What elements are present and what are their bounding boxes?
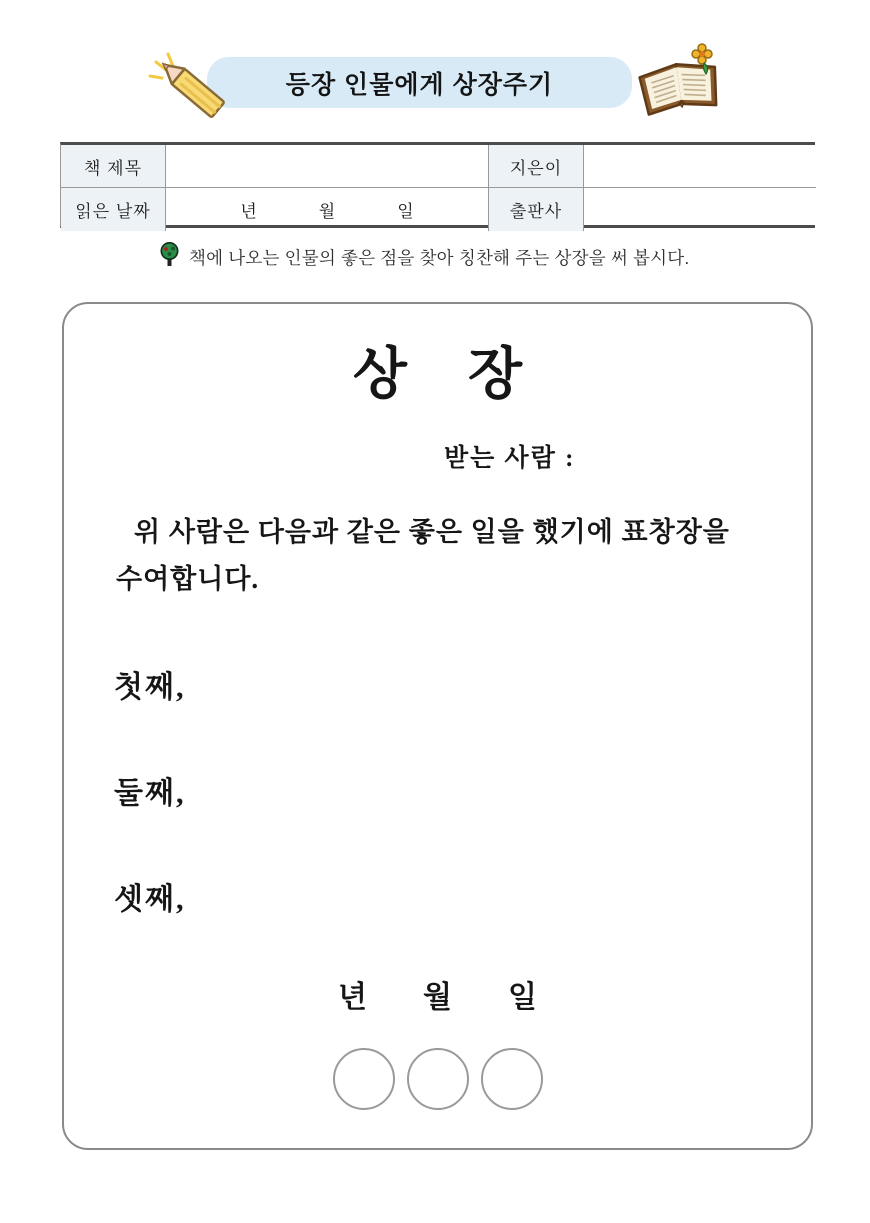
list-item-third: 셋째, [114,883,186,916]
certificate-box [62,302,813,1150]
book-title-field [166,145,489,188]
body-line-1: 위 사람은 다음과 같은 좋은 일을 했기에 표창장을 [134,517,730,547]
publisher-field [584,188,816,231]
author-field [584,145,816,188]
month-unit: 월 [318,202,336,221]
read-date-label: 읽은 날짜 [61,188,166,231]
list-item-first: 첫째, [114,671,186,704]
instruction-text: 책에 나오는 인물의 좋은 점을 찾아 칭찬해 주는 상장을 써 봅시다. [189,247,690,268]
stamp-circle [481,1048,543,1110]
header-banner [207,57,632,108]
tree-icon [160,242,179,272]
stamp-circle-row [64,1048,811,1110]
cert-year-unit: 년 [338,981,367,1014]
stamp-circle [407,1048,469,1110]
read-date-field [166,188,489,231]
body-line-2: 수여합니다. [116,564,260,594]
cert-month-unit: 월 [423,981,452,1014]
instruction-line [160,242,689,272]
cert-day-unit: 일 [507,981,537,1014]
publisher-label: 출판사 [489,188,584,231]
author-label: 지은이 [489,145,584,188]
day-unit: 일 [397,202,414,221]
year-unit: 년 [240,202,257,221]
open-book-icon [630,42,735,127]
list-item-second: 둘째, [114,777,186,810]
book-info-table [60,142,815,228]
page-title: 등장 인물에게 상장주기 [285,70,554,99]
certificate-date-line [64,972,811,1016]
certificate-body [116,509,741,603]
book-title-label: 책 제목 [61,145,166,188]
recipient-label: 받는 사람 : [444,445,576,472]
pencil-icon [146,48,238,122]
certificate-title: 상 장 [352,344,546,406]
stamp-circle [333,1048,395,1110]
